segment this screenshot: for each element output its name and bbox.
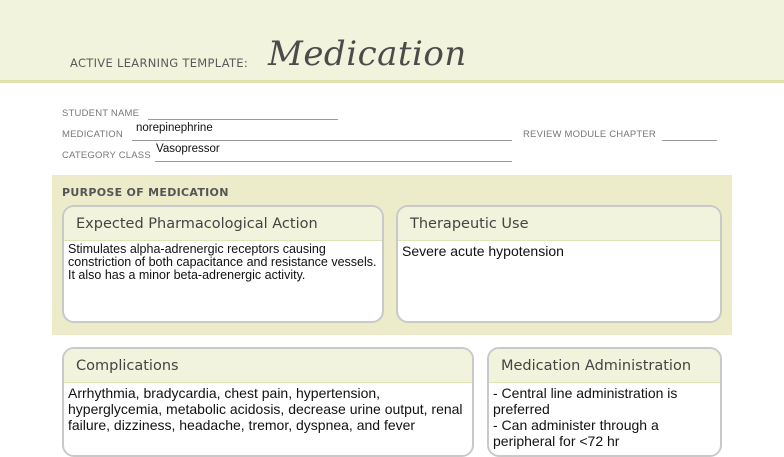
expected-action-text-content: Stimulates alpha-adrenergic receptors causing constriction of both capacitance and resistance vessels. It also has a minor beta-adrenergic activity. xyxy=(68,242,377,282)
administration-title: Medication Administration xyxy=(489,349,720,383)
purpose-label: PURPOSE OF MEDICATION xyxy=(62,186,229,199)
student-name-label: STUDENT NAME xyxy=(62,108,140,119)
expected-action-text[interactable] xyxy=(64,241,382,282)
medication-field[interactable] xyxy=(132,140,512,141)
therapeutic-use-text-content: Severe acute hypotension xyxy=(402,243,564,259)
administration-line: - Central line administration is preferred xyxy=(493,385,678,417)
category-class-field[interactable] xyxy=(155,161,512,162)
review-module-field[interactable] xyxy=(662,140,717,141)
therapeutic-use-text[interactable] xyxy=(398,241,720,259)
review-module-label: REVIEW MODULE CHAPTER xyxy=(523,129,656,140)
category-class-label: CATEGORY CLASS xyxy=(62,150,151,161)
student-name-field[interactable] xyxy=(148,119,338,120)
complications-text[interactable] xyxy=(64,383,472,433)
medication-label: MEDICATION xyxy=(62,129,123,140)
medication-value: norepinephrine xyxy=(136,122,213,134)
therapeutic-use-title: Therapeutic Use xyxy=(398,207,720,241)
administration-text[interactable] xyxy=(489,383,720,449)
template-label: ACTIVE LEARNING TEMPLATE: xyxy=(70,56,249,70)
administration-line: - Can administer through a peripheral for <72 hr xyxy=(493,417,659,449)
expected-action-title: Expected Pharmacological Action xyxy=(64,207,382,241)
complications-title: Complications xyxy=(64,349,472,383)
category-class-value: Vasopressor xyxy=(156,143,220,155)
expected-action-card xyxy=(62,205,384,323)
complications-text-content: Arrhythmia, bradycardia, chest pain, hypertension, hyperglycemia, metabolic acidosis, decrease urine output, renal failure, dizziness, headache, tremor, dyspnea, and fever xyxy=(68,385,463,433)
page-title: Medication xyxy=(268,34,467,74)
therapeutic-use-card xyxy=(396,205,722,323)
